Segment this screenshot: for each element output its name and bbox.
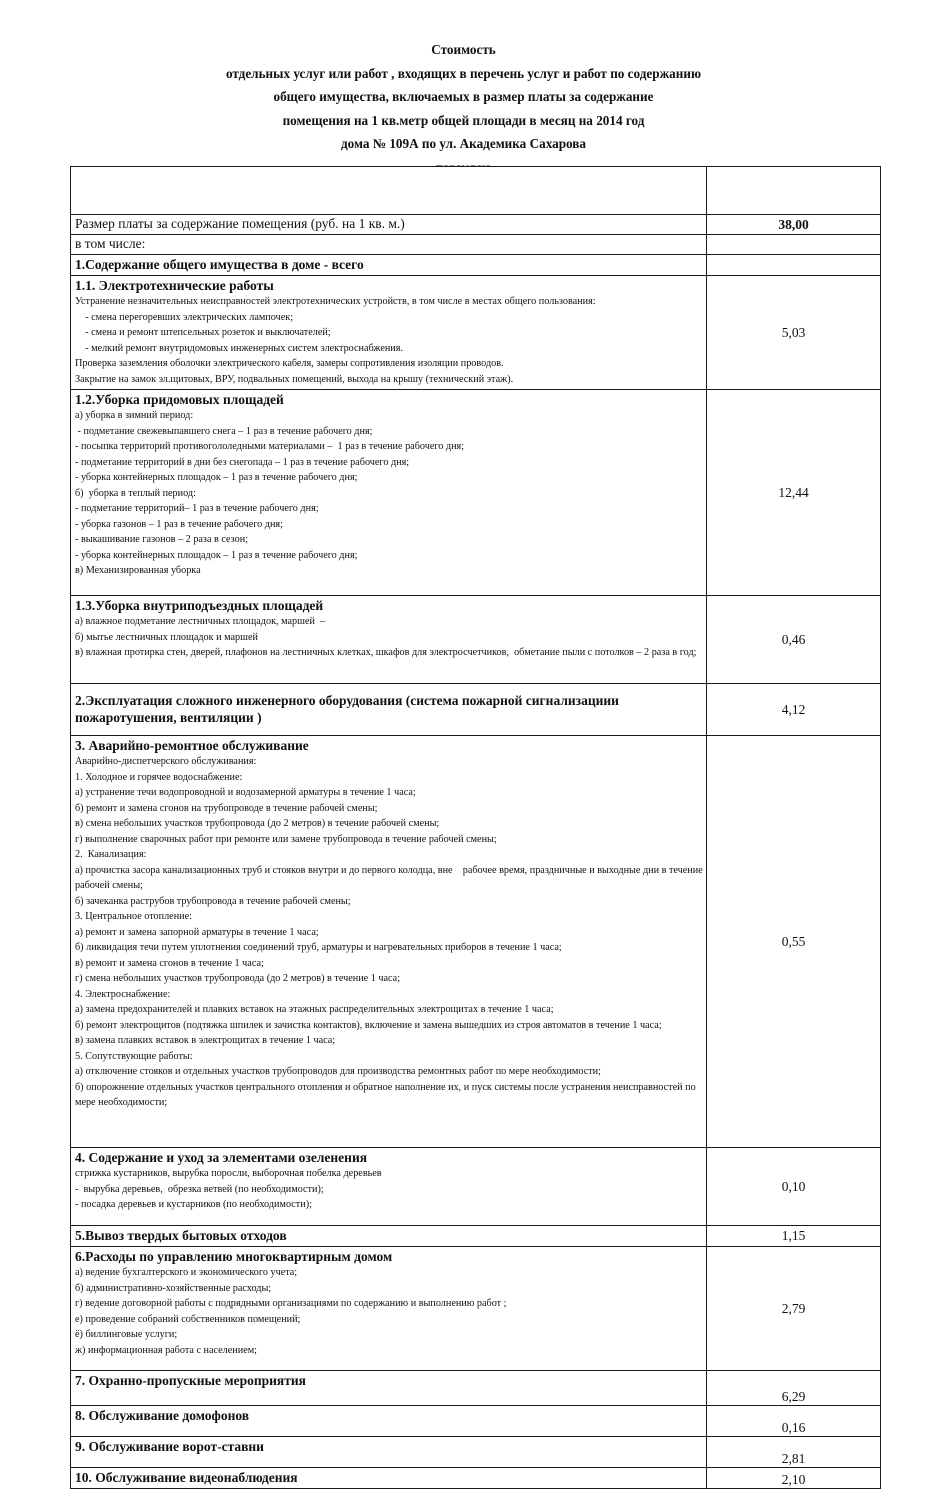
document-header [0, 38, 927, 179]
list-item: ё) биллинговые услуги; [75, 1329, 178, 1340]
section-8-value: 0,16 [707, 1406, 881, 1437]
row-section-8 [71, 1406, 881, 1437]
list-item: - подметание свежевыпавшего снега – 1 раз в течение рабочего дня; [75, 425, 373, 437]
header-line-2: отдельных услуг или работ , входящих в перечень услуг и работ по содержанию [225, 65, 702, 81]
section-6-title: 6.Расходы по управлению многоквартирным домом [75, 1249, 393, 1264]
header-line-3: общего имущества, включаемых в размер платы за содержание [273, 89, 654, 104]
row-section-4 [71, 1148, 881, 1226]
header-cell-empty [71, 167, 707, 215]
section-1-1-cell [71, 276, 707, 390]
row-including [71, 235, 881, 255]
list-item: б) ремонт электрощитов (подтяжка шпилек и зачистка контактов), включение и замена вышедших из строя автоматов в течение 1 часа; [75, 1019, 662, 1031]
list-item: б) административно-хозяйственные расходы; [75, 1282, 272, 1294]
section-3-value: 0,55 [707, 736, 881, 1148]
row-section-2 [71, 684, 881, 736]
list-item: е) проведение собраний собственников помещений; [75, 1313, 301, 1325]
section-5-value: 1,15 [707, 1226, 881, 1247]
list-item: - выкашивание газонов – 2 раза в сезон; [75, 534, 249, 545]
section-1-1-items [75, 294, 703, 387]
list-item: - мелкий ремонт внутридомовых инженерных систем электроснабжения. [75, 342, 403, 354]
section-9-value: 2,81 [707, 1437, 881, 1468]
section-4-value: 0,10 [707, 1148, 881, 1226]
list-item: г) смена небольших участков трубопровода (до 2 метров) в течение 1 часа; [75, 973, 401, 984]
list-item: в) влажная протирка стен, дверей, плафонов на лестничных клетках, шкафов для электросчетчиков, обметание пыли с потолков – 2 раза в год; [75, 647, 697, 658]
cost-table [70, 166, 881, 1489]
list-item: Аварийно-диспетчерского обслуживания: [75, 756, 257, 767]
section-1-2-cell [71, 390, 707, 596]
list-item: б) ремонт и замена сгонов на трубопроводе в течение рабочей смены; [75, 802, 378, 814]
list-item: стрижка кустарников, вырубка поросли, выборочная побелка деревьев [75, 1168, 382, 1179]
list-item: - вырубка деревьев, обрезка ветвей (по необходимости); [75, 1183, 324, 1195]
section-1-3-cell [71, 596, 707, 684]
row-section-9 [71, 1437, 881, 1468]
section-2-value: 4,12 [707, 684, 881, 736]
list-item: г) выполнение сварочных работ при ремонте или замене трубопровода в течение рабочей смены; [75, 833, 497, 845]
list-item: 3. Центральное отопление: [75, 911, 192, 922]
list-item: в) Механизированная уборка [75, 565, 201, 576]
section-8-title: 8. Обслуживание домофонов [71, 1406, 707, 1437]
header-line-4: помещения на 1 кв.метр общей площади в месяц на 2014 год [282, 112, 645, 128]
section-3-title: 3. Аварийно-ремонтное обслуживание [75, 738, 309, 753]
row-section-7 [71, 1371, 881, 1406]
row-section-5 [71, 1226, 881, 1247]
section-6-cell [71, 1247, 707, 1371]
list-item: - посадка деревьев и кустарников (по необходимости); [75, 1199, 312, 1210]
section-1-value-empty [707, 255, 881, 276]
section-5-title: 5.Вывоз твердых бытовых отходов [71, 1226, 707, 1247]
section-10-value: 2,10 [707, 1468, 881, 1489]
row-total [71, 215, 881, 235]
list-item: - уборка газонов – 1 раз в течение рабочего дня; [75, 518, 283, 530]
section-1-3-value: 0,46 [707, 596, 881, 684]
list-item: а) ремонт и замена запорной арматуры в течение 1 часа; [75, 926, 319, 938]
section-1-3-title: 1.3.Уборка внутриподъездных площадей [75, 598, 324, 613]
section-2-title: 2.Эксплуатация сложного инженерного оборудования (система пожарной сигнализациии пожаротушения, вентиляции ) [71, 684, 707, 736]
section-9-title: 9. Обслуживание ворот-ставни [71, 1437, 707, 1468]
list-item: - посыпка территорий противогололедными материалами – 1 раз в течение рабочего дня; [75, 441, 465, 452]
row-section-1-3 [71, 596, 881, 684]
list-item: б) опорожнение отдельных участков центрального отопления и обратное наполнение их, и пуск системы после устранения неисправностей по мере необходимости; [75, 1081, 699, 1108]
row-section-6 [71, 1247, 881, 1371]
list-item: - уборка контейнерных площадок – 1 раз в течение рабочего дня; [75, 472, 358, 483]
including-value-empty [707, 235, 881, 255]
section-3-items [75, 754, 706, 1111]
row-section-10 [71, 1468, 881, 1489]
header-cell-empty-value [707, 167, 881, 215]
list-item: а) уборка в зимний период: [75, 410, 194, 421]
list-item: а) устранение течи водопроводной и водозамерной арматуры в течение 1 часа; [75, 787, 416, 798]
list-item: а) ведение бухгалтерского и экономического учета; [75, 1267, 298, 1278]
row-section-1 [71, 255, 881, 276]
including-label: в том числе: [71, 235, 707, 255]
section-1-3-items [75, 614, 703, 661]
total-value: 38,00 [707, 215, 881, 235]
total-label: Размер платы за содержание помещения (руб. на 1 кв. м.) [71, 215, 707, 235]
section-6-items [75, 1265, 703, 1358]
list-item: б) зачеканка раструбов трубопровода в течение рабочей смены; [75, 895, 351, 907]
section-1-1-value: 5,03 [707, 276, 881, 390]
section-1-1-title: 1.1. Электротехнические работы [75, 278, 274, 293]
list-item: б) ликвидация течи путем уплотнения соединений труб, арматуры и нагревательных приборов в течение 1 часа; [75, 942, 562, 953]
list-item: 1. Холодное и горячее водоснабжение: [75, 771, 243, 783]
list-item: 5. Сопутствующие работы: [75, 1050, 193, 1062]
section-6-value: 2,79 [707, 1247, 881, 1371]
list-item: Проверка заземления оболочки электрического кабеля, замеры сопротивления изоляции проводов. [75, 358, 504, 369]
section-1-title: 1.Содержание общего имущества в доме - всего [71, 255, 707, 276]
row-section-1-2 [71, 390, 881, 596]
list-item: а) влажное подметание лестничных площадок, маршей – [75, 616, 326, 627]
section-1-2-title: 1.2.Уборка придомовых площадей [75, 392, 284, 407]
header-line-1: Стоимость [431, 42, 496, 57]
table-header-row [71, 167, 881, 215]
section-1-2-value: 12,44 [707, 390, 881, 596]
section-10-title: 10. Обслуживание видеонаблюдения [71, 1468, 707, 1489]
list-item: в) смена небольших участков трубопровода (до 2 метров) в течение рабочей смены; [75, 818, 440, 829]
list-item: - смена перегоревших электрических лампочек; [75, 311, 294, 323]
section-4-cell [71, 1148, 707, 1226]
list-item: а) отключение стояков и отдельных участков трубопроводов для производства ремонтных работ по мере необходимости; [75, 1066, 601, 1077]
section-4-items [75, 1166, 703, 1213]
row-section-3 [71, 736, 881, 1148]
list-item: ж) информационная работа с населением; [75, 1344, 257, 1356]
section-4-title: 4. Содержание и уход за элементами озеленения [75, 1150, 368, 1165]
header-line-5: дома № 109А по ул. Академика Сахарова [340, 136, 587, 151]
list-item: б) мытье лестничных площадок и маршей [75, 631, 258, 643]
list-item: Закрытие на замок эл.щитовых, ВРУ, подвальных помещений, выхода на крышу (технический этаж). [75, 373, 514, 385]
list-item: - уборка контейнерных площадок – 1 раз в течение рабочего дня; [75, 549, 358, 561]
list-item: Устранение незначительных неисправностей электротехнических устройств, в том числе в местах общего пользования: [75, 296, 596, 307]
list-item: 4. Электроснабжение: [75, 988, 171, 1000]
section-1-2-items [75, 408, 703, 579]
list-item: - подметание территорий– 1 раз в течение рабочего дня; [75, 503, 319, 514]
list-item: б) уборка в теплый период: [75, 487, 196, 499]
section-3-cell [71, 736, 707, 1148]
section-7-title: 7. Охранно-пропускные мероприятия [71, 1371, 707, 1406]
row-section-1-1 [71, 276, 881, 390]
list-item: а) прочистка засора канализационных труб и стояков внутри и до первого колодца, вне рабочее время, праздничные и выходные дни в течение рабочей смены; [75, 864, 706, 891]
list-item: г) ведение договорной работы с подрядными организациями по содержанию и выполнению работ ; [75, 1298, 507, 1309]
list-item: в) ремонт и замена сгонов в течение 1 часа; [75, 957, 264, 969]
list-item: а) замена предохранителей и плавких вставок на этажных распределительных электрощитах в течение 1 часа; [75, 1004, 554, 1015]
list-item: - подметание территорий в дни без снегопада – 1 раз в течение рабочего дня; [75, 456, 410, 468]
section-7-value: 6,29 [707, 1371, 881, 1406]
list-item: в) замена плавких вставок в электрощитах в течение 1 часа; [75, 1035, 336, 1046]
list-item: 2. Канализация: [75, 849, 147, 860]
list-item: - смена и ремонт штепсельных розеток и выключателей; [75, 327, 331, 338]
